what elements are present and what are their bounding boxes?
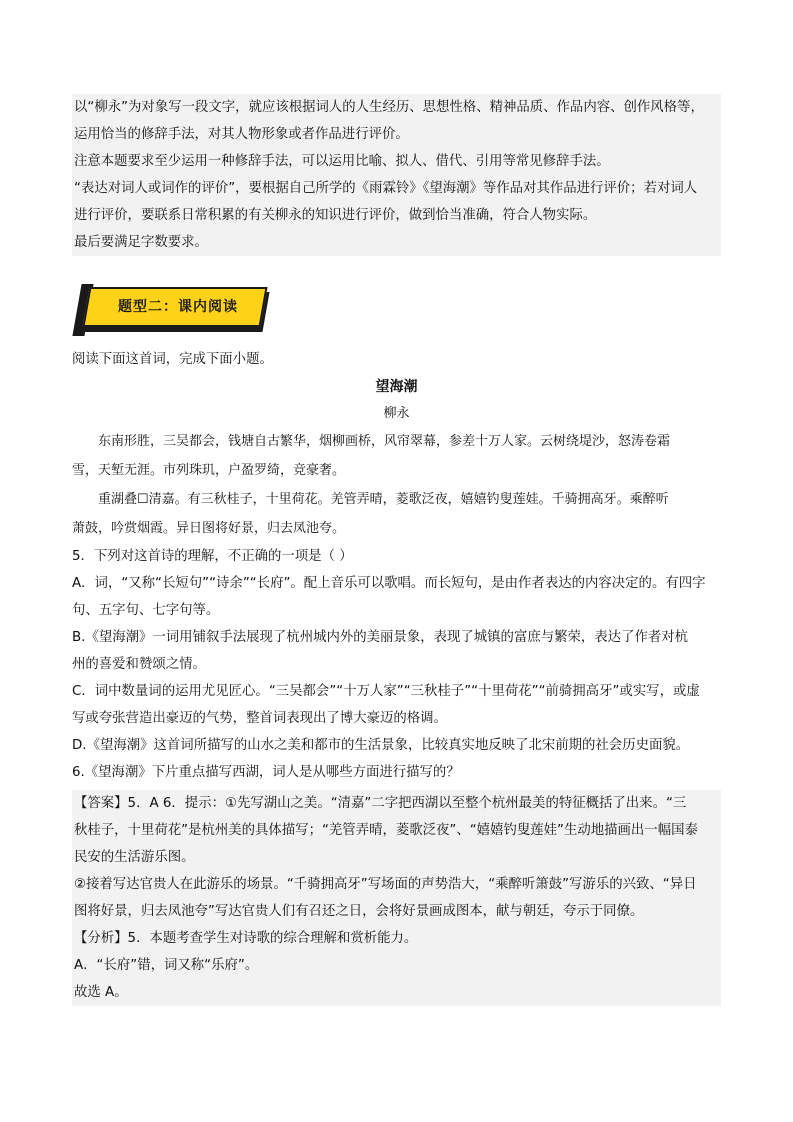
reading-instruction: 阅读下面这首词，完成下面小题。 — [72, 352, 273, 367]
poem-line: 东南形胜，三吴都会，钱塘自古繁华，烟柳画桥，风帘翠幕，参差十万人家。云树绕堤沙，怒涛卷霜 — [98, 434, 671, 449]
answer-box — [72, 790, 721, 1006]
poem-line: 重湖叠☐清嘉。有三秋桂子，十里荷花。羌管弄晴，菱歌泛夜，嬉嬉钓叟莲娃。千骑拥高牙。乘醉听 — [98, 492, 669, 507]
explanation-line: 最后要满足字数要求。 — [74, 235, 208, 250]
answer-line: 【答案】5．A 6．提示：①先写湖山之美。“清嘉”二字把西湖以至整个杭州最美的特征概括了出来。“三 — [74, 796, 687, 811]
section-banner — [74, 284, 721, 344]
answer-line: 图将好景，归去凤池夸”写达官贵人们有召还之日，会将好景画成图本，献与朝廷，夸示于同僚。 — [74, 904, 644, 919]
poem-title: 望海潮 — [375, 379, 418, 395]
answer-line: 故选 A。 — [74, 985, 128, 1000]
question-line: 州的喜爱和赞颂之情。 — [72, 657, 206, 672]
explanation-line: 注意本题要求至少运用一种修辞手法，可以运用比喻、拟人、借代、引用等常见修辞手法。 — [74, 154, 610, 169]
question-line: A．词，“又称“长短句”“诗余”“长府”。配上音乐可以歌唱。而长短句，是由作者表达的内容决定的。有四字 — [72, 576, 706, 591]
explanation-line: “表达对词人或词作的评价”，要根据自己所学的《雨霖铃》《望海潮》等作品对其作品进行评价；若对词人 — [74, 181, 698, 196]
answer-line: ②接着写达官贵人在此游乐的场景。“千骑拥高牙”写场面的声势浩大，“乘醉听箫鼓”写游乐的兴致、“异日 — [74, 877, 697, 892]
answer-line: A．“长府”错，词又称“乐府”。 — [74, 958, 259, 973]
explanation-box — [72, 94, 721, 256]
explanation-line: 运用恰当的修辞手法，对其人物形象或者作品进行评价。 — [74, 127, 409, 142]
answer-line: 【分析】5．本题考查学生对诗歌的综合理解和赏析能力。 — [74, 931, 418, 946]
section-title: 题型二：课内阅读 — [118, 299, 238, 315]
question-line: 5．下列对这首诗的理解，不正确的一项是（ ） — [72, 549, 353, 564]
explanation-line: 以“柳永”为对象写一段文字，就应该根据词人的人生经历、思想性格、精神品质、作品内容、创作风格等， — [74, 100, 704, 115]
poem-line: 雪，天堑无涯。市列珠玑，户盈罗绮，竞豪奢。 — [72, 463, 346, 478]
explanation-line: 进行评价，要联系日常积累的有关柳永的知识进行评价，做到恰当准确，符合人物实际。 — [74, 208, 597, 223]
question-line: 句、五字句、七字句等。 — [72, 603, 220, 618]
poem-line: 萧鼓，吟赏烟霞。异日图将好景，归去凤池夸。 — [72, 521, 346, 536]
question-line: 写或夸张营造出豪迈的气势，整首词表现出了博大豪迈的格调。 — [72, 711, 447, 726]
answer-line: 民安的生活游乐图。 — [74, 850, 195, 865]
answer-line: 秋桂子，十里荷花”是杭州美的具体描写；“羌管弄晴，菱歌泛夜”、“嬉嬉钓叟莲娃”生动地描画出一幅国泰 — [74, 823, 698, 838]
question-line: D.《望海潮》这首词所描写的山水之美和都市的生活景象，比较真实地反映了北宋前期的社会历史面貌。 — [72, 738, 690, 753]
question-line: C．词中数量词的运用尤见匠心。“三吴都会”“十万人家”“三秋桂子”“十里荷花”“前骑拥高牙”或实写，或虚 — [72, 684, 700, 699]
poem-author: 柳永 — [383, 406, 410, 421]
question-line: B.《望海潮》一词用铺叙手法展现了杭州城内外的美丽景象，表现了城镇的富庶与繁荣，表达了作者对杭 — [72, 630, 689, 645]
question-line: 6.《望海潮》下片重点描写西湖，词人是从哪些方面进行描写的？ — [72, 765, 460, 780]
document-page — [72, 94, 721, 1006]
